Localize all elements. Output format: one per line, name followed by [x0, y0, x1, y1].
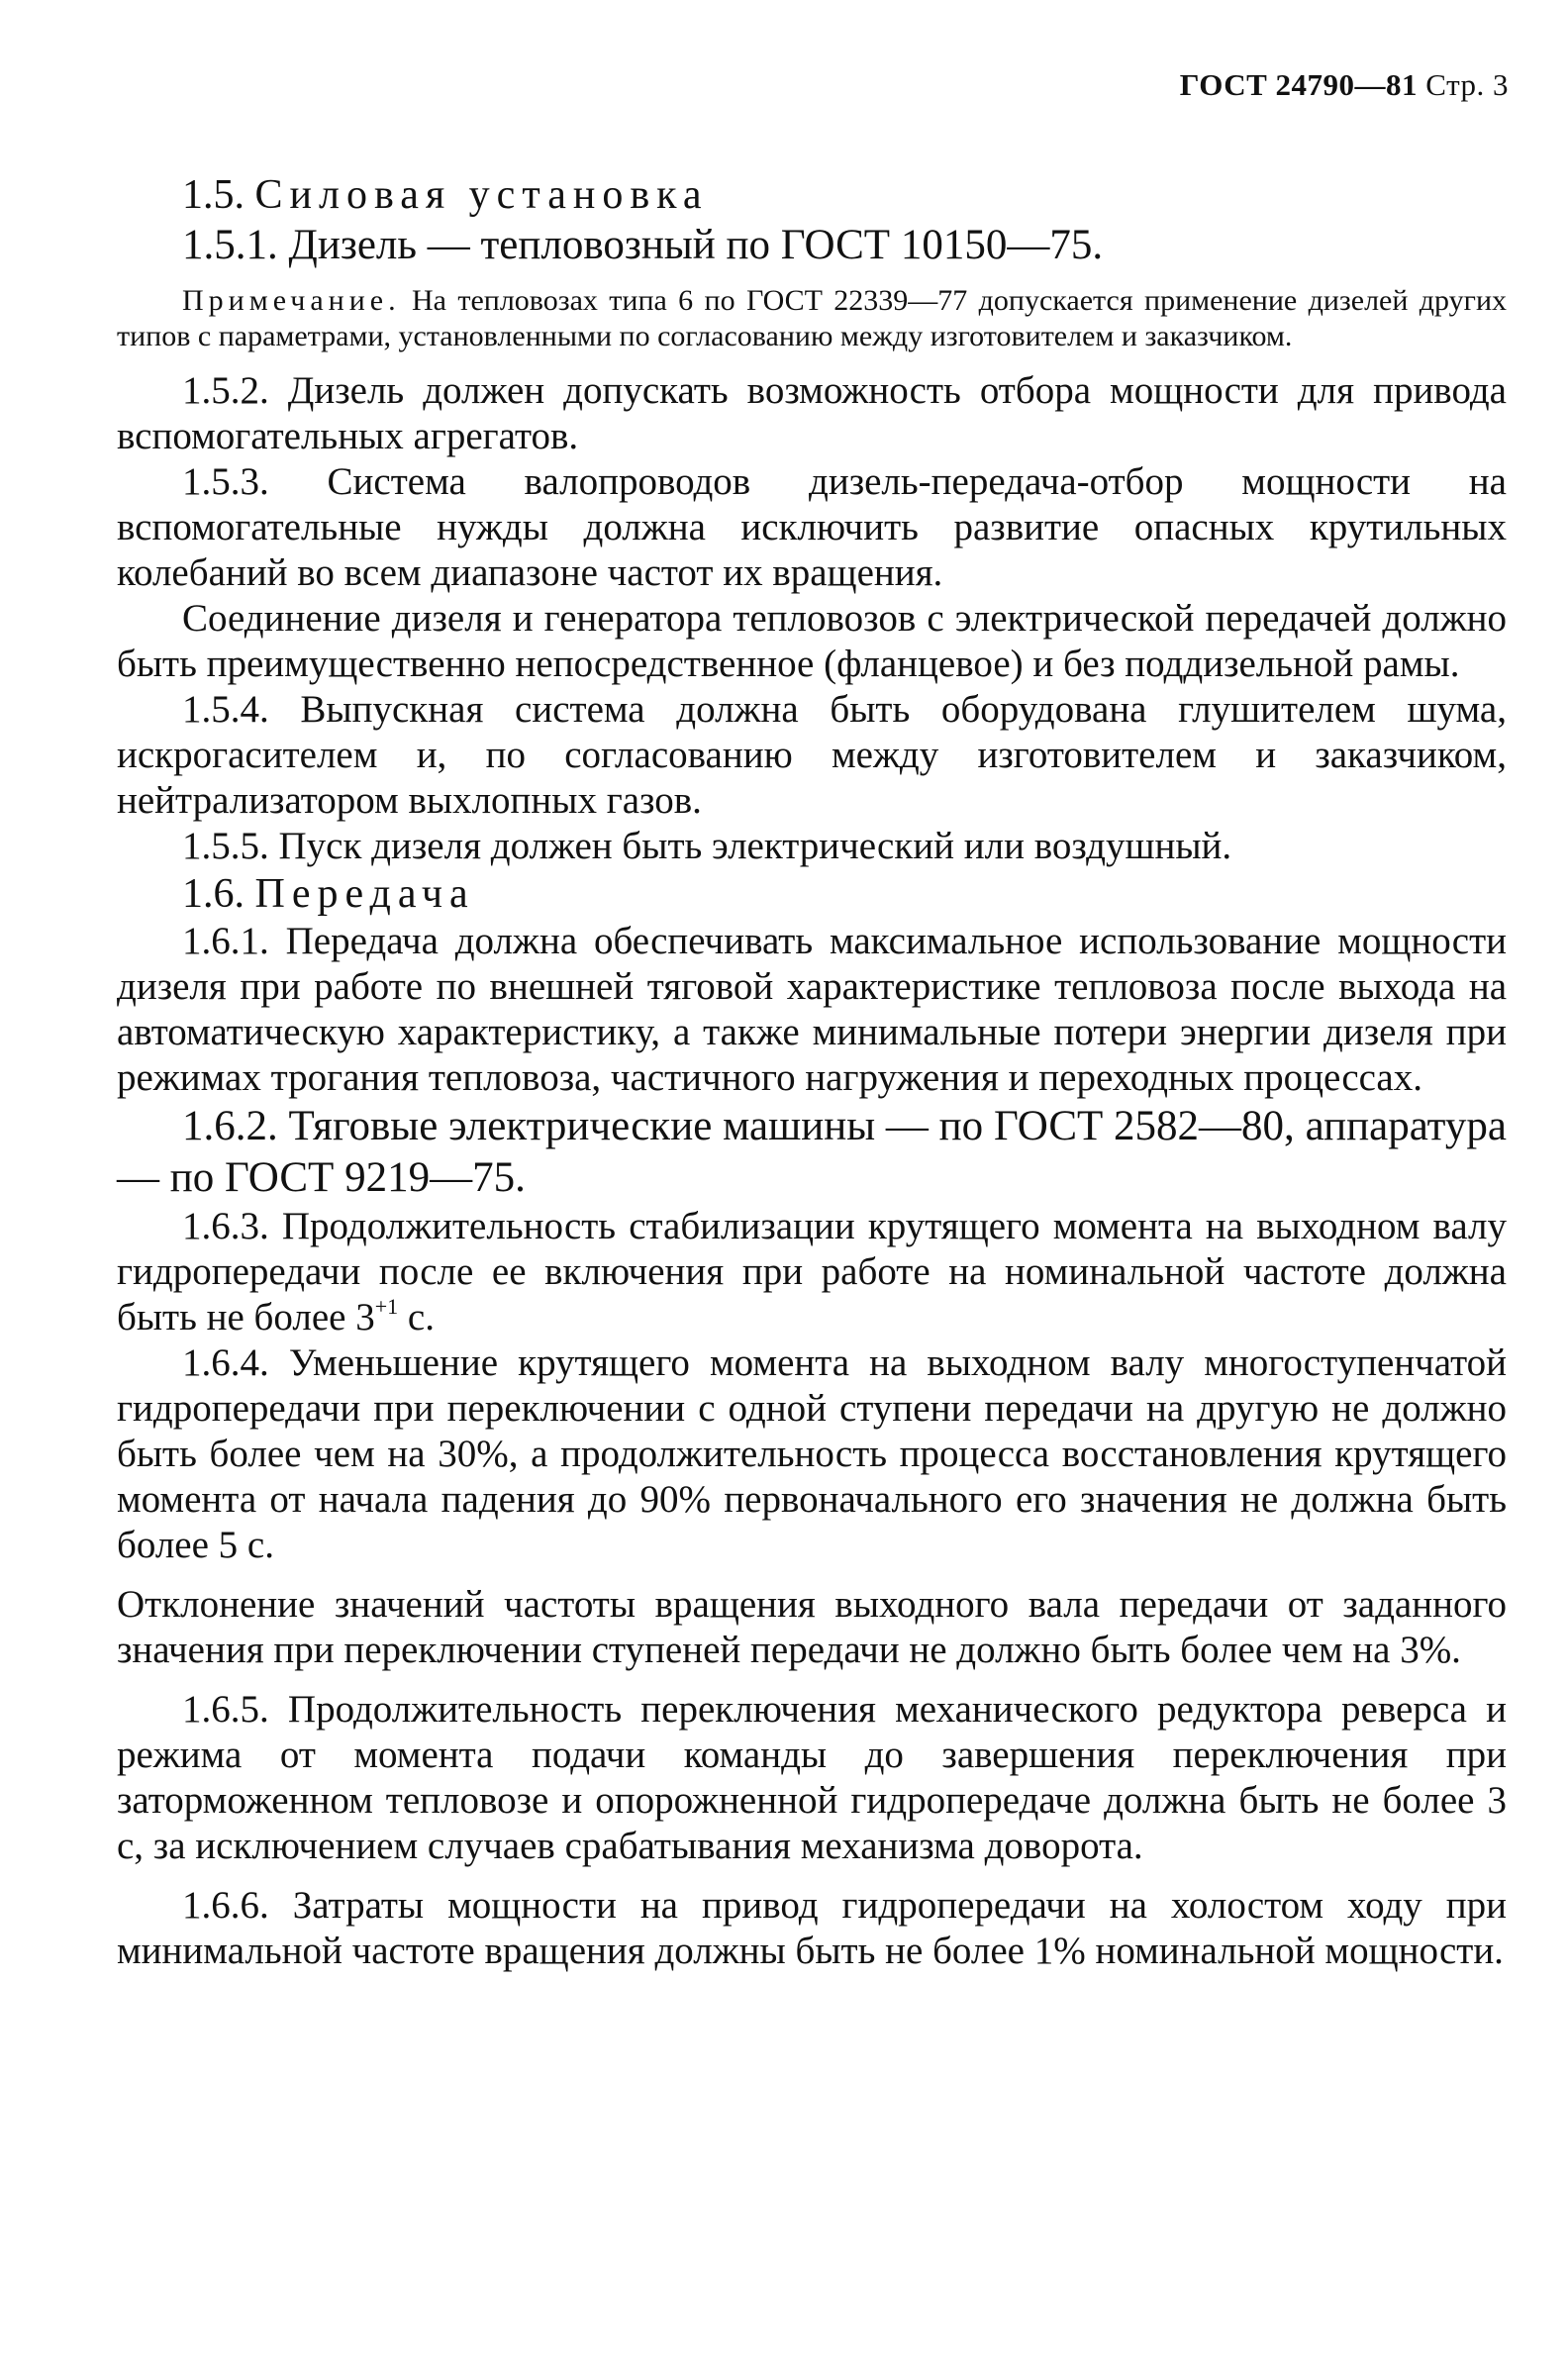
section-heading-1-6 — [117, 869, 1507, 919]
paragraph-1-5-5: 1.5.5. Пуск дизеля должен быть электрический или воздушный. — [182, 825, 1232, 867]
paragraph-1-5-3-continued: Соединение дизеля и генератора тепловозов с электрической передачей должно быть преимущественно непосредственное (фланцевое) и без поддизельной рамы. — [117, 597, 1507, 685]
paragraph-1-6-4: 1.6.4. Уменьшение крутящего момента на выходном валу многоступенчатой гидропередачи при переключении с одной ступени передачи на другую не должно быть более чем на 30%, а продолжительность процесса восстановления крутящего момента от начала падения до 90% первоначального его значения не должна быть более 5 с. — [117, 1341, 1507, 1566]
paragraph-1-6-1: 1.6.1. Передача должна обеспечивать максимальное использование мощности дизеля при работе по внешней тяговой характеристике тепловоза после выхода на автоматическую характеристику, а также минимальные потери энергии дизеля при режимах трогания тепловоза, частичного нагружения и переходных процессах. — [117, 920, 1507, 1099]
note-label: Примечание. — [182, 284, 401, 317]
paragraph-1-6-3 — [117, 1204, 1507, 1340]
paragraph-1-5-4: 1.5.4. Выпускная система должна быть оборудована глушителем шума, искрогасителем и, по согласованию между изготовителем и заказчиком, нейтрализатором выхлопных газов. — [117, 688, 1507, 822]
section-number: 1.6. — [182, 871, 245, 917]
paragraph-1-6-2: 1.6.2. Тяговые электрические машины — по ГОСТ 2582—80, аппаратура — по ГОСТ 9219—75. — [117, 1103, 1507, 1201]
paragraph-1-5-2: 1.5.2. Дизель должен допускать возможность отбора мощности для привода вспомогательных агрегатов. — [117, 369, 1507, 457]
document-body — [117, 170, 1507, 1974]
paragraph-1-5-1: 1.5.1. Дизель — тепловозный по ГОСТ 10150—75. — [182, 222, 1104, 268]
paragraph-1-6-5: 1.6.5. Продолжительность переключения механического редуктора реверса и режима от момента подачи команды до завершения переключения при заторможенном тепловозе и опорожненной гидропередаче должна быть не более 3 с, за исключением случаев срабатывания механизма доворота. — [117, 1688, 1507, 1867]
section-heading-1-5 — [117, 170, 1507, 220]
header-doc-number: ГОСТ 24790—81 — [1179, 67, 1419, 102]
paragraph-1-6-3-text: 1.6.3. Продолжительность стабилизации крутящего момента на выходном валу гидропередачи после ее включения при работе на номинальной частоте должна быть не более 3 — [117, 1205, 1507, 1338]
paragraph-1-6-4-continued: Отклонение значений частоты вращения выходного вала передачи от заданного значения при переключении ступеней передачи не должно быть более чем на 3%. — [117, 1583, 1507, 1671]
note-text: На тепловозах типа 6 по ГОСТ 22339—77 допускается применение дизелей других типов с параметрами, установленными по согласованию между изготовителем и заказчиком. — [117, 284, 1508, 352]
page-header — [1180, 67, 1509, 103]
tolerance-superscript: +1 — [374, 1294, 399, 1319]
paragraph-1-5-3: 1.5.3. Система валопроводов дизель-передача-отбор мощности на вспомогательные нужды должна исключить развитие опасных крутильных колебаний во всем диапазоне частот их вращения. — [117, 460, 1507, 594]
section-number: 1.5. — [182, 172, 245, 218]
note-block — [117, 283, 1507, 354]
paragraph-1-6-6: 1.6.6. Затраты мощности на привод гидропередачи на холостом ходу при минимальной частоте вращения должны быть не более 1% номинальной мощности. — [117, 1884, 1507, 1972]
paragraph-1-6-3-tail: с. — [398, 1296, 435, 1338]
section-title: Силовая установка — [254, 172, 709, 218]
section-title: Передача — [254, 871, 475, 917]
header-page-number: Стр. 3 — [1425, 67, 1509, 102]
